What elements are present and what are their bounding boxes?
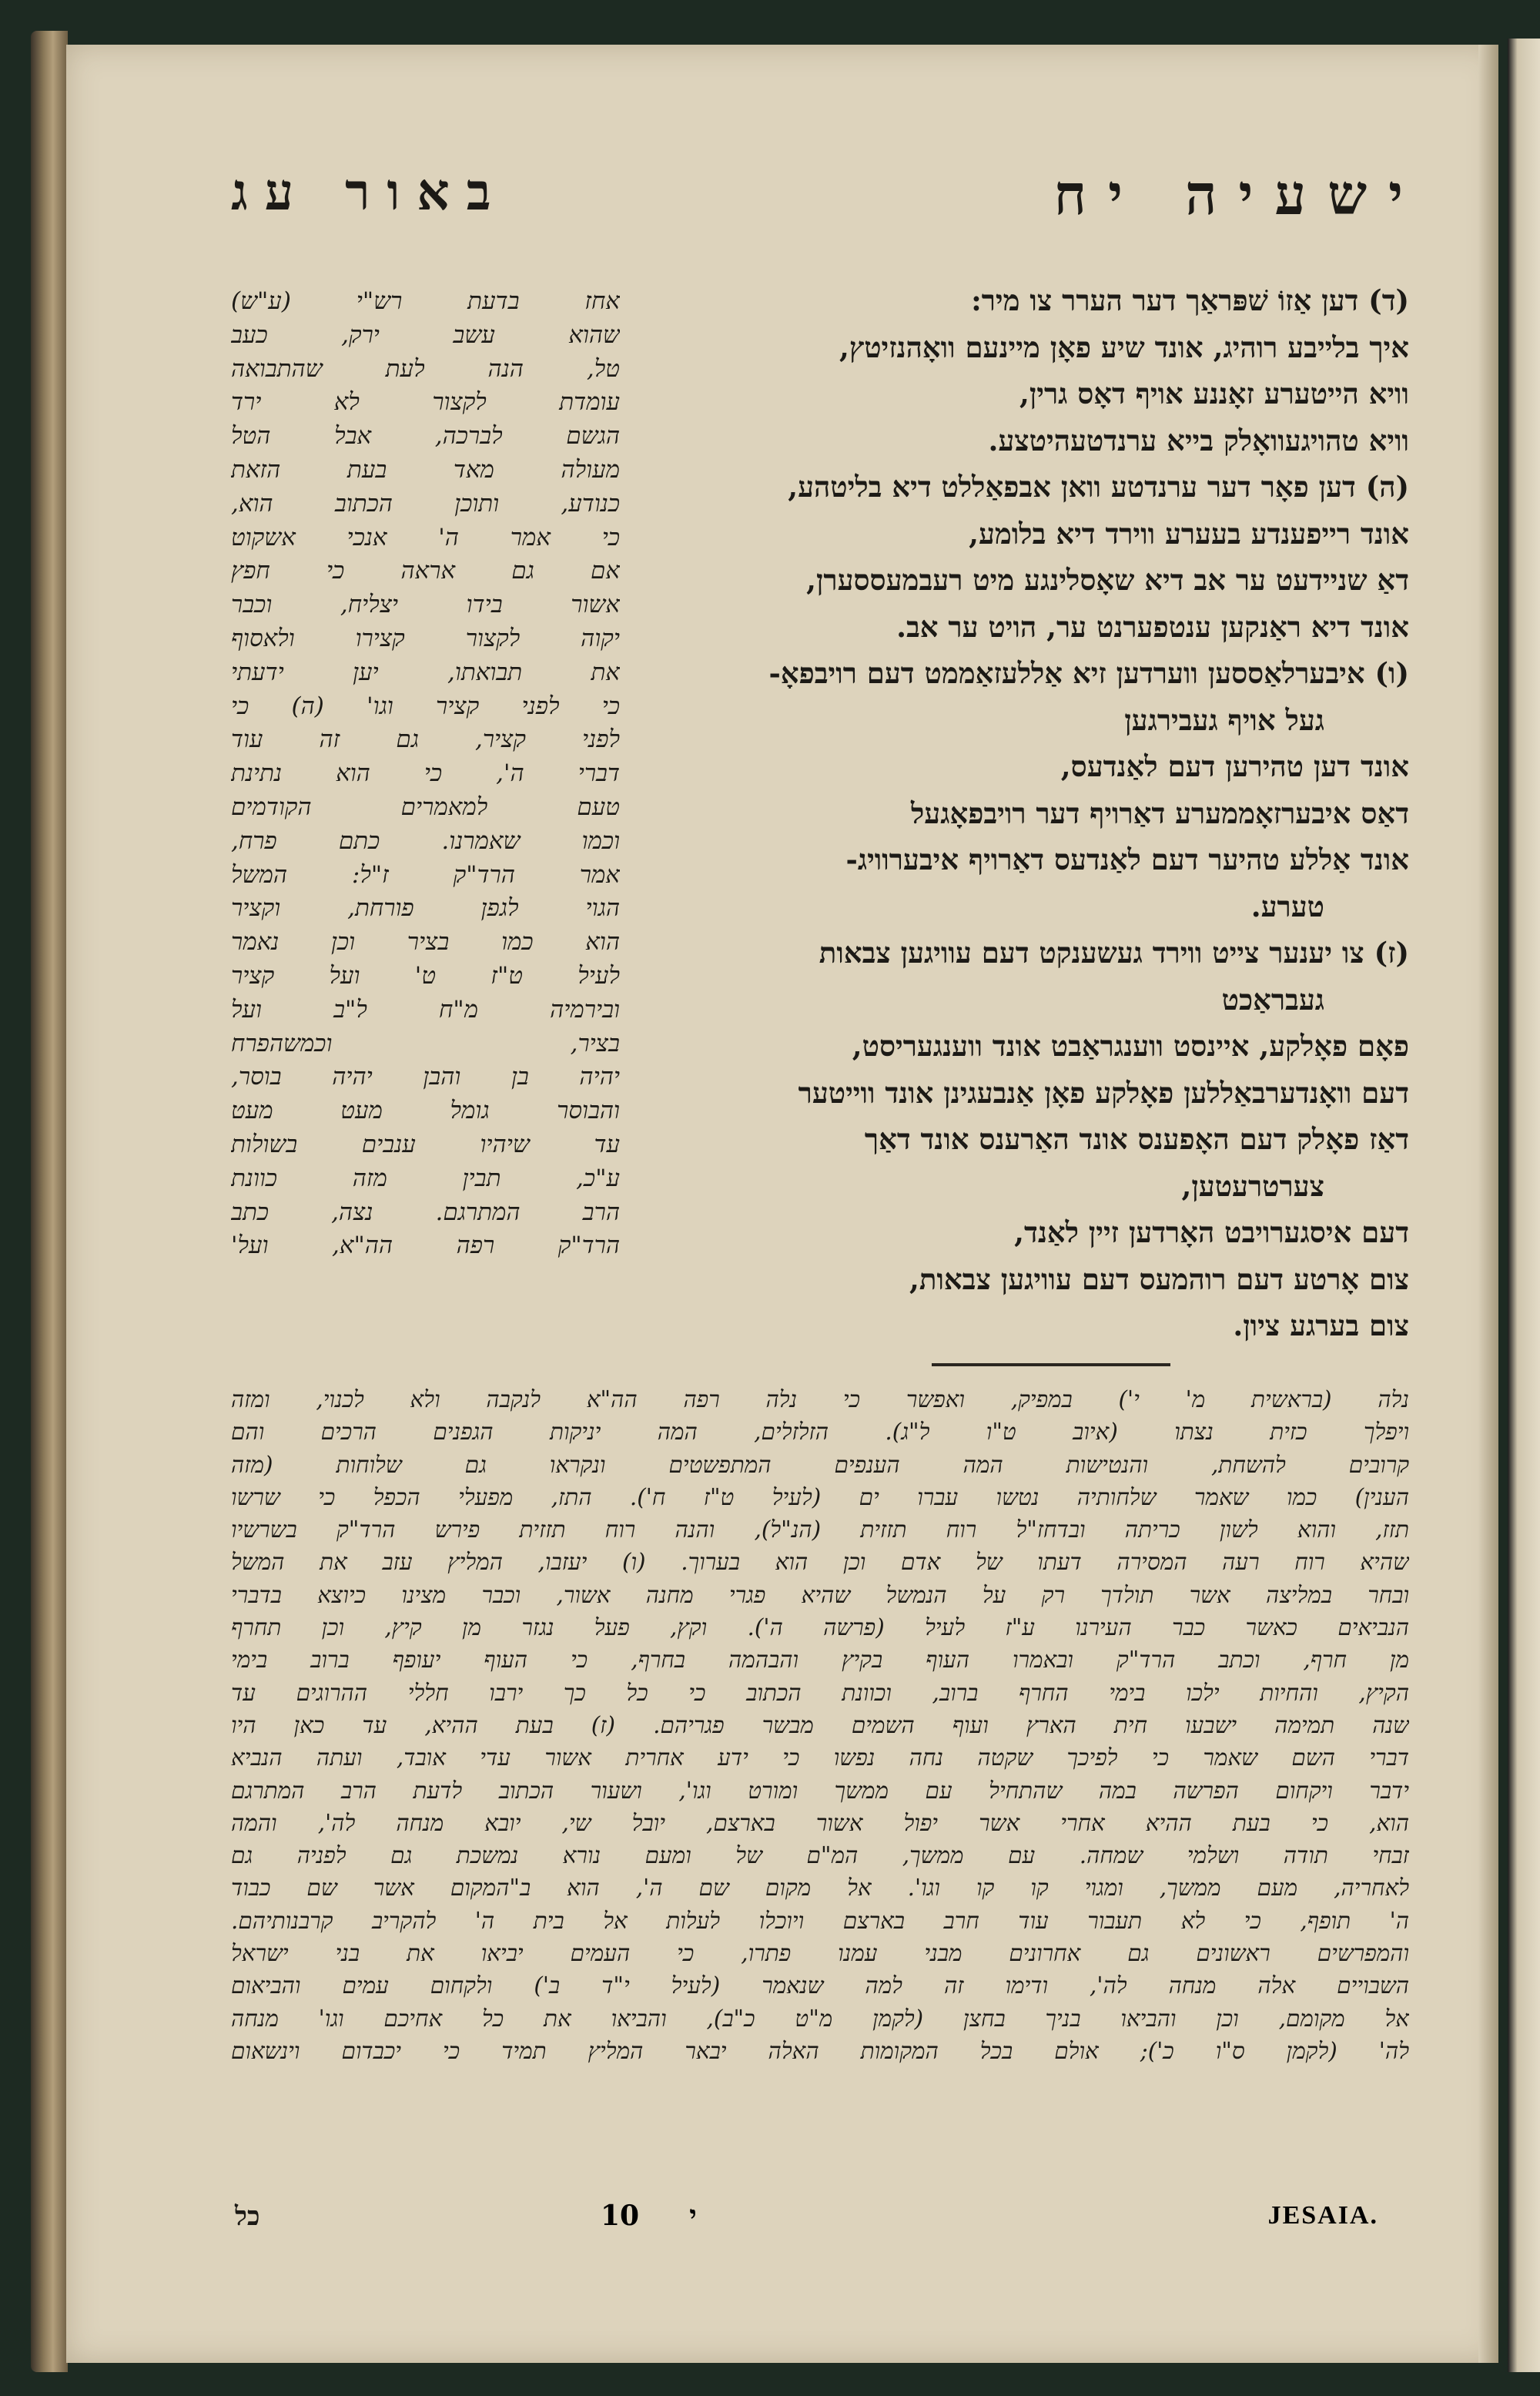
verse-line: וויא טהויגעוואָלק בייא ערנדטעהיטצע. [988,423,1409,457]
commentary-line: כי אמר ה' אנכי אשקוט [231,523,620,551]
verse-line: (ד) דען אַזוֹ שׁפּראַך דער הערר צו מיר: [971,283,1409,317]
note-line: שנה תמימה ישבעו חית הארץ ועוף השמים מבשר פגריהם. (ז) בעת ההיא, עד כאן היו [231,1711,1409,1738]
signature-letter: י [689,2200,697,2232]
verse-line: געל אויף געבירגען [1124,702,1324,737]
commentary-line: ע"כ, תבין מזה כוונת [231,1164,620,1192]
page-header-title: ישעיה יח [1053,162,1424,227]
commentary-line: אחז בדעת רש"י (ע"ש) [231,287,620,315]
book-name: JESAIA. [1267,2201,1378,2230]
note-line: והמפרשים ראשונים גם אחרונים מבני עמנו פתרו, כי העמים יביאו את בני ישראל [231,1940,1409,1967]
verse-line: דעם וואָנדערבאַללען פאָלקע פאָן אַנבעגינן אונד ווייטער [798,1075,1409,1110]
verse-line: וויא הייטערע זאָננע אויף דאָס גרין, [1019,377,1409,411]
commentary-line: הגשם לברכה, אבל הטל [231,422,620,451]
commentary-line: את תבואתו, יען ידעתי [231,658,620,686]
note-line: מן חרף, וכתב הרד"ק ובאמרו העוף בקיץ והבהמה בחרף, כי העוף יעופף ברוב בימי [231,1647,1409,1674]
main-text-column [639,277,1409,1349]
verse-line: געבראַכט [1221,982,1324,1017]
verse-line: אונד דיא ראַנקען ענטפערנט ער, הויט ער אב. [896,609,1409,644]
note-line: דברי השם שאמר כי לפיכך שקטה נחה נפשו כי ידע אחרית אשור עדי אובד, ועתה הנביא [231,1744,1409,1771]
verse-line: דעם איסגערויבט האָרדען זיין לאַנד, [1014,1215,1409,1249]
note-line: לה' (לקמן ס"ו כ'); אולם בכל המקומות האלה יבאר המליץ תמיד כי יכבדום וינשאום [231,2037,1409,2064]
commentary-line: והבוסר גומל מעט מעט [231,1097,620,1125]
commentary-line: יהיה בן והבן יהיה בוסר, [231,1063,620,1091]
verse-line: (ו) איבערלאַססען ווערדען זיא אַללעזאַממט דעם רויבפאָ- [768,656,1409,690]
note-line: הנביאים כאשר כבר העירנו ע"ז לעיל (פרשה ה'). וקץ, פעל נגזר מן קיץ, וכן תחרף [231,1614,1409,1641]
verse-line: אונד רייפענדע בעערע ווירד דיא בלומע, [969,516,1409,551]
note-line: זבחי תודה ושלמי שמחה. עם ממשך, המ"ם של ומעם נורא נמשכת גם לפניה גם [231,1842,1409,1869]
commentary-line: יקוה לקצור קצירו ולאסוף [231,624,620,652]
note-line: הוא, כי בעת ההיא אחרי אשר יפול אשור בארצם, יובל שי, יובא מנחה לה', והמה [231,1809,1409,1836]
page-number-line [601,2200,697,2232]
commentary-line: בציר, וכמשהפרח [231,1029,620,1057]
commentary-column [231,285,620,1263]
note-line: נלה (בראשית מ' י') במפיק, ואפשר כי נלה רפה הה"א לנקבה ולא לכנוי, ומזה [231,1386,1409,1412]
verse-line: דאַ שניידעט ער אב דיא שאָסלינגע מיט רעבמעססערן, [806,563,1409,597]
note-line: ידבר ויקחום הפרשה במה שהתחיל עם ממשך ומורט וגו', ושעור הכתוב לדעת הרב המתרגם [231,1777,1409,1804]
note-line: ויפלך כזית נצתו (איוב ט"ו ל"ג). הזלזלים, המה יניקות הגפנים הרכים והם [231,1419,1409,1446]
commentary-line: הגוי לגפן פורחת, וקציר [231,894,620,923]
commentary-line: הרב המתרגם. נצה, כתב [231,1198,620,1226]
verse-line: טערע. [1250,889,1324,923]
verse-line: דאַז פאָלק דעם האָפענס אונד האַרענס אונד דאַך [864,1122,1409,1156]
verse-line: צערטרעטען, [1181,1168,1324,1203]
note-line: קרובים להשחת, והנטישות המה הענפים המתפשטים ונקראו גם שלוחות (מזה [231,1451,1409,1478]
book-page-edges [31,31,68,2372]
verse-line: (ז) צו יענער צייט ווירד געשענקט דעם עוויגען צבאות [819,936,1409,970]
commentary-line: אם גם אראה כי חפץ [231,557,620,585]
commentary-line: כי לפני קציר וגו' (ה) כי [231,692,620,720]
commentary-line: עד שיהיו ענבים בשולות [231,1130,620,1158]
verse-line: פאָם פאָלקע, איינסט ווענגראַבט אונד ווענגעריסט, [852,1029,1409,1063]
commentary-line: לעיל ט"ז ט' ועל קציר [231,961,620,990]
commentary-line: הרד"ק רפה הה"א, ועל' [231,1232,620,1260]
verse-line: דאַס איבערזאָממערע דאַרויף דער רויבפאָגעל [910,796,1409,830]
note-line: תזז, והוא לשון כריתה ובדחז"ל רוח תזזית (הנ"ל), והנה רוח תזזית פירש הרד"ק בשרשיו [231,1516,1409,1543]
commentary-line: שהוא עשב ירק, כעב [231,320,620,349]
footnote-divider [932,1363,1170,1366]
commentary-line: מעולה מאד בעת הזאת [231,455,620,484]
verse-line: אונד דען טהירען דעם לאַנדעס, [1060,749,1409,783]
note-line: ובחר במליצה אשר תולדך רק על הנמשל שהיא פגרי מחנה אשור, וכבר מצינו כיוצא בדברי [231,1581,1409,1608]
note-line: אל מקומם, וכן והביאו בניך בחצן (לקמן מ"ט כ"ב), והביאו את כל אחיכם וגו' מנחה [231,2005,1409,2032]
commentary-line: וכמו שאמרנו. כתם פרח, [231,826,620,855]
catchword: כל [235,2201,260,2232]
verse-line: אונד אַללע טהיער דעם לאַנדעס דאַרויף איבערוויג- [845,843,1409,876]
commentary-line: טעם למאמרים הקודמים [231,793,620,821]
commentary-line: ובירמיה מ"ח ל"ב ועל [231,995,620,1024]
notes-block [231,1383,1409,2067]
page-number: 10 [601,2200,640,2232]
commentary-line: אמר הרד"ק ז"ל: המשל [231,860,620,889]
verse-line: צום בערגע ציון. [1233,1309,1409,1342]
note-line: לאחריה, מעם ממשך, ומגוי קו קו וגו'. אל מקום שם ה', הוא ב"המקום אשר שם כבוד [231,1875,1409,1902]
note-line: שהיא רוח רעה המסירה דעתו של אדם וכן הוא בערוך. (ו) יעזבו, המליץ עזב את המשל [231,1549,1409,1576]
note-line: ה' תופף, כי לא תעבור עוד חרב בארצם ויוכלו לעלות אל בית ה' להקריב קרבנותיהם. [231,1907,1409,1934]
note-line: הענין) כמו שאמר שלחותיה נטשו עברו ים (לעיל ט"ז ח'). התז, מפעלי הכפל כי שרשו [231,1483,1409,1510]
facing-page-edge [1508,39,1540,2372]
commentary-line: אשור בידו יצליח, וכבר [231,591,620,619]
commentary-line: דברי ה', כי הוא נתינת [231,759,620,788]
commentary-line: לפני קציר, גם זה עוד [231,726,620,754]
verse-line: איך בלייבע רוהיג, אונד שיע פאָן מיינעם וואָהנזיטץ, [839,330,1409,364]
page-header-commentary-title: באור עג [231,162,508,222]
note-line: השבויים אלה מנחה לה', ודימו זה למה שנאמר (לעיל י"ד ב') ולקחום עמים והביאום [231,1972,1409,1999]
verse-line: (ה) דען פאָר דער ערנדטע וואן אבפאַללט דיא בליטהע, [788,470,1409,504]
note-line: הקיץ, והחיות ילכו בימי החרף ברוב, וכוונת הכתוב כי כל כך ירבו חללי ההרוגים עד [231,1679,1409,1706]
commentary-line: עומדת לקצור לא ירד [231,388,620,417]
page-gutter [1478,45,1498,2363]
commentary-line: הוא כמו בציר וכן נאמר [231,928,620,957]
commentary-line: טל, הנה לעת שהתבואה [231,354,620,383]
verse-line: צום אָרטע דעם רוהמעס דעם עוויגען צבאות, [909,1262,1409,1296]
commentary-line: כנודע, ותוכן הכתוב הוא, [231,489,620,518]
